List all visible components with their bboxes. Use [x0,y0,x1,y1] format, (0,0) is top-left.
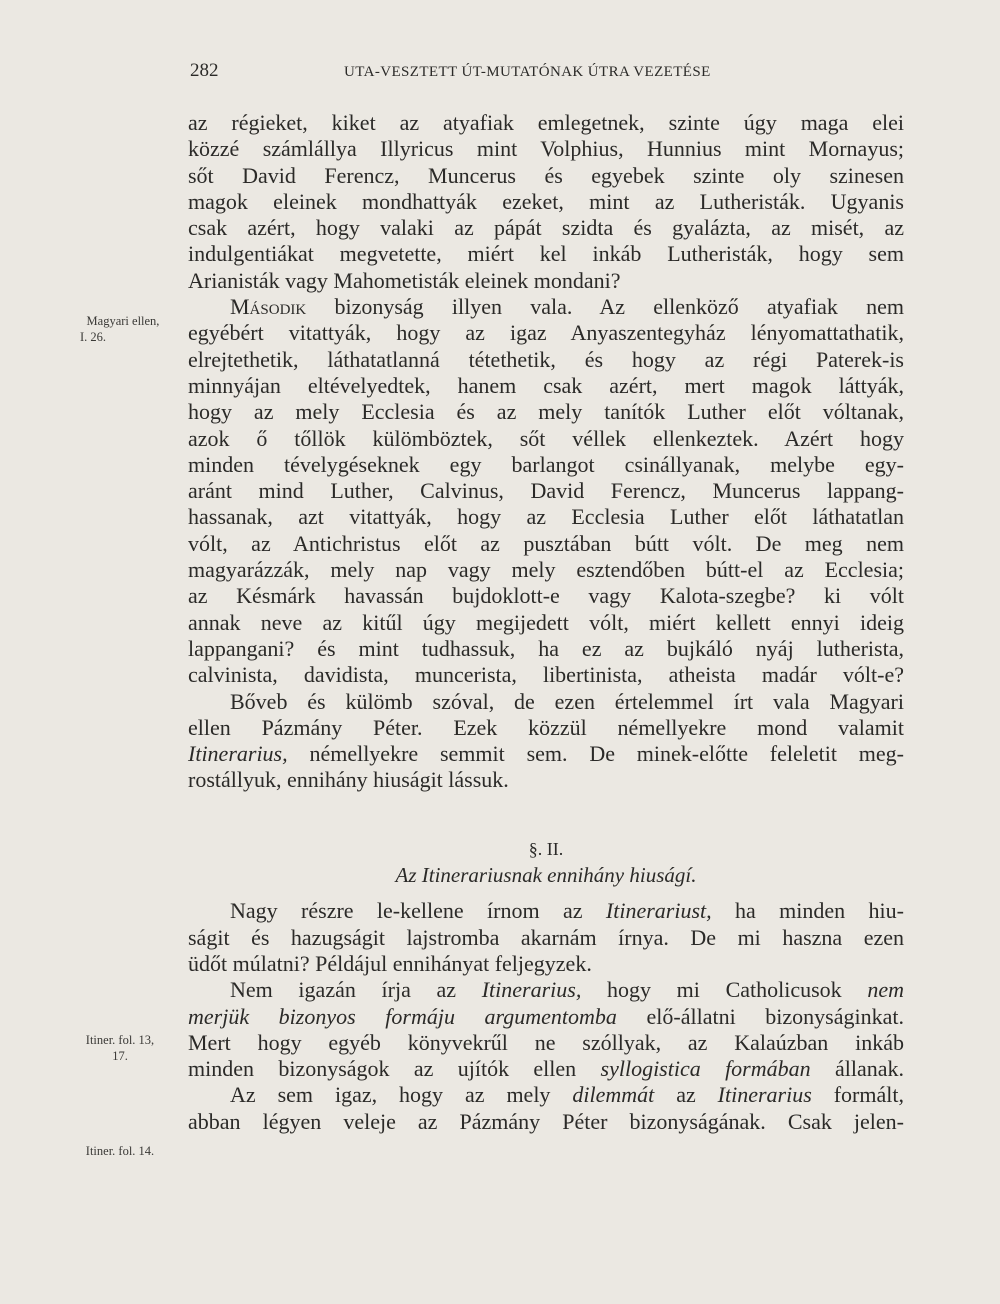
text-line: egyébért vitattyák, hogy az igaz Anyaszentegyház lényomattathatik, [188,320,904,346]
margin-note: Itiner. fol. 14. [85,1144,155,1158]
text-line: az Késmárk havassán bujdoklott-e vagy Kalota-szegbe? ki vólt [188,583,904,609]
text-line: Bőveb és külömb szóval, de ezen értelemmel írt vala Magyari [230,688,904,714]
margin-note: Magyari ellen, I. 26. [80,314,160,344]
text-line: aránt mind Luther, Calvinus, David Ferencz, Muncerus lappang- [188,478,904,504]
text-line: magyarázzák, mely nap vagy mely esztendőben bútt-el az Ecclesia; [188,557,904,583]
text-line: minden tévelygéseknek egy barlangot csinállyanak, melybe egy- [188,451,904,477]
text-line: rostállyuk, ennihány hiuságit lássuk. [188,767,509,793]
text-line: annak neve az kitűl úgy megijedett vólt, miért kellett ennyi ideig [188,609,904,635]
text-line: Az sem igaz, hogy az mely dilemmát az Itinerarius formált, [230,1082,904,1108]
running-title: UTA-VESZTETT ÚT-MUTATÓNAK ÚTRA VEZETÉSE [344,64,711,80]
text-line: közzé számlállya Illyricus mint Volphius, Hunnius mint Mornayus; [188,136,904,162]
small-caps-word: Második [230,294,307,320]
text-line: sőt David Ferencz, Muncerus és egyebek szinte oly szinesen [188,162,904,188]
text-line: hassanak, azt vitattyák, hogy az Ecclesia Luther előt láthatatlan [188,504,904,530]
text-line: Nagy részre le-kellene írnom az Itinerariust, ha minden hiu- [230,898,904,924]
text-line: Itinerarius, némellyekre semmit sem. De minek-előtte feleletit meg- [188,741,904,767]
text-line: elrejtethetik, láthatatlanná tétethetik, és hogy az régi Paterek-is [188,346,904,372]
page-header [0,60,1000,92]
text-line: Mert hogy egyéb könyvekrűl ne szóllyak, az Kalaúzban inkáb [188,1029,904,1055]
text-line: minden bizonyságok az ujítók ellen syllogistica formában állanak. [188,1056,904,1082]
italic-word: Itinerarius, [188,741,288,767]
text-line: hogy az mely Ecclesia és az mely tanítók Luther előt vóltanak, [188,399,904,425]
body-text [188,110,904,1135]
text-line: magok eleinek mondhattyák ezeket, mint az Lutheristák. Ugyanis [188,188,904,214]
section-title: Az Itinerariusnak ennihány hiuságí. [395,863,697,888]
text-line: ellen Pázmány Péter. Ezek közzül némellyekre mond valamit [188,714,904,740]
section-number: §. II. [528,838,564,859]
text-line: merjük bizonyos formáju argumentomba elő-állatni bizonyságinkat. [188,1003,904,1029]
text-line: abban légyen veleje az Pázmány Péter bizonyságának. Csak jelen- [188,1108,904,1134]
text-line: az régieket, kiket az atyafiak emlegetnek, szinte úgy maga elei [188,110,904,135]
text-line: Arianisták vagy Mahometisták eleinek mondani? [188,267,621,293]
text-line: csak azért, hogy valaki az pápát szidta és gyalázta, az misét, az [188,215,904,241]
page-number: 282 [190,60,219,81]
text-line: azok ő tőllök külömböztek, sőt véllek ellenkeztek. Azért hogy [188,425,904,451]
text-line: üdőt múlatni? Példájul ennihányat feljegyzek. [188,950,592,976]
text-line: lappangani? és mint tudhassuk, ha ez az bujkáló nyáj lutherista, [188,635,904,661]
margin-note: Itiner. fol. 13, 17. [85,1033,155,1063]
text-line: minnyájan eltévelyedtek, hanem csak azért, mert magok láttyák, [188,372,904,398]
text-line: vólt, az Antichristus előt az pusztában bútt vólt. De meg nem [188,530,904,556]
text-line: calvinista, davidista, muncerista, libertinista, atheista madár vólt-e? [188,662,904,688]
text-line: Második bizonyság illyen vala. Az ellenköző atyafiak nem [230,294,904,320]
text-line: indulgentiákat megvetette, miért kel inkáb Lutheristák, hogy sem [188,241,904,267]
text-line: Nem igazán írja az Itinerarius, hogy mi Catholicusok nem [230,977,904,1003]
text-line: ságit és hazugságit lajstromba akarnám írnya. De mi haszna ezen [188,924,904,950]
